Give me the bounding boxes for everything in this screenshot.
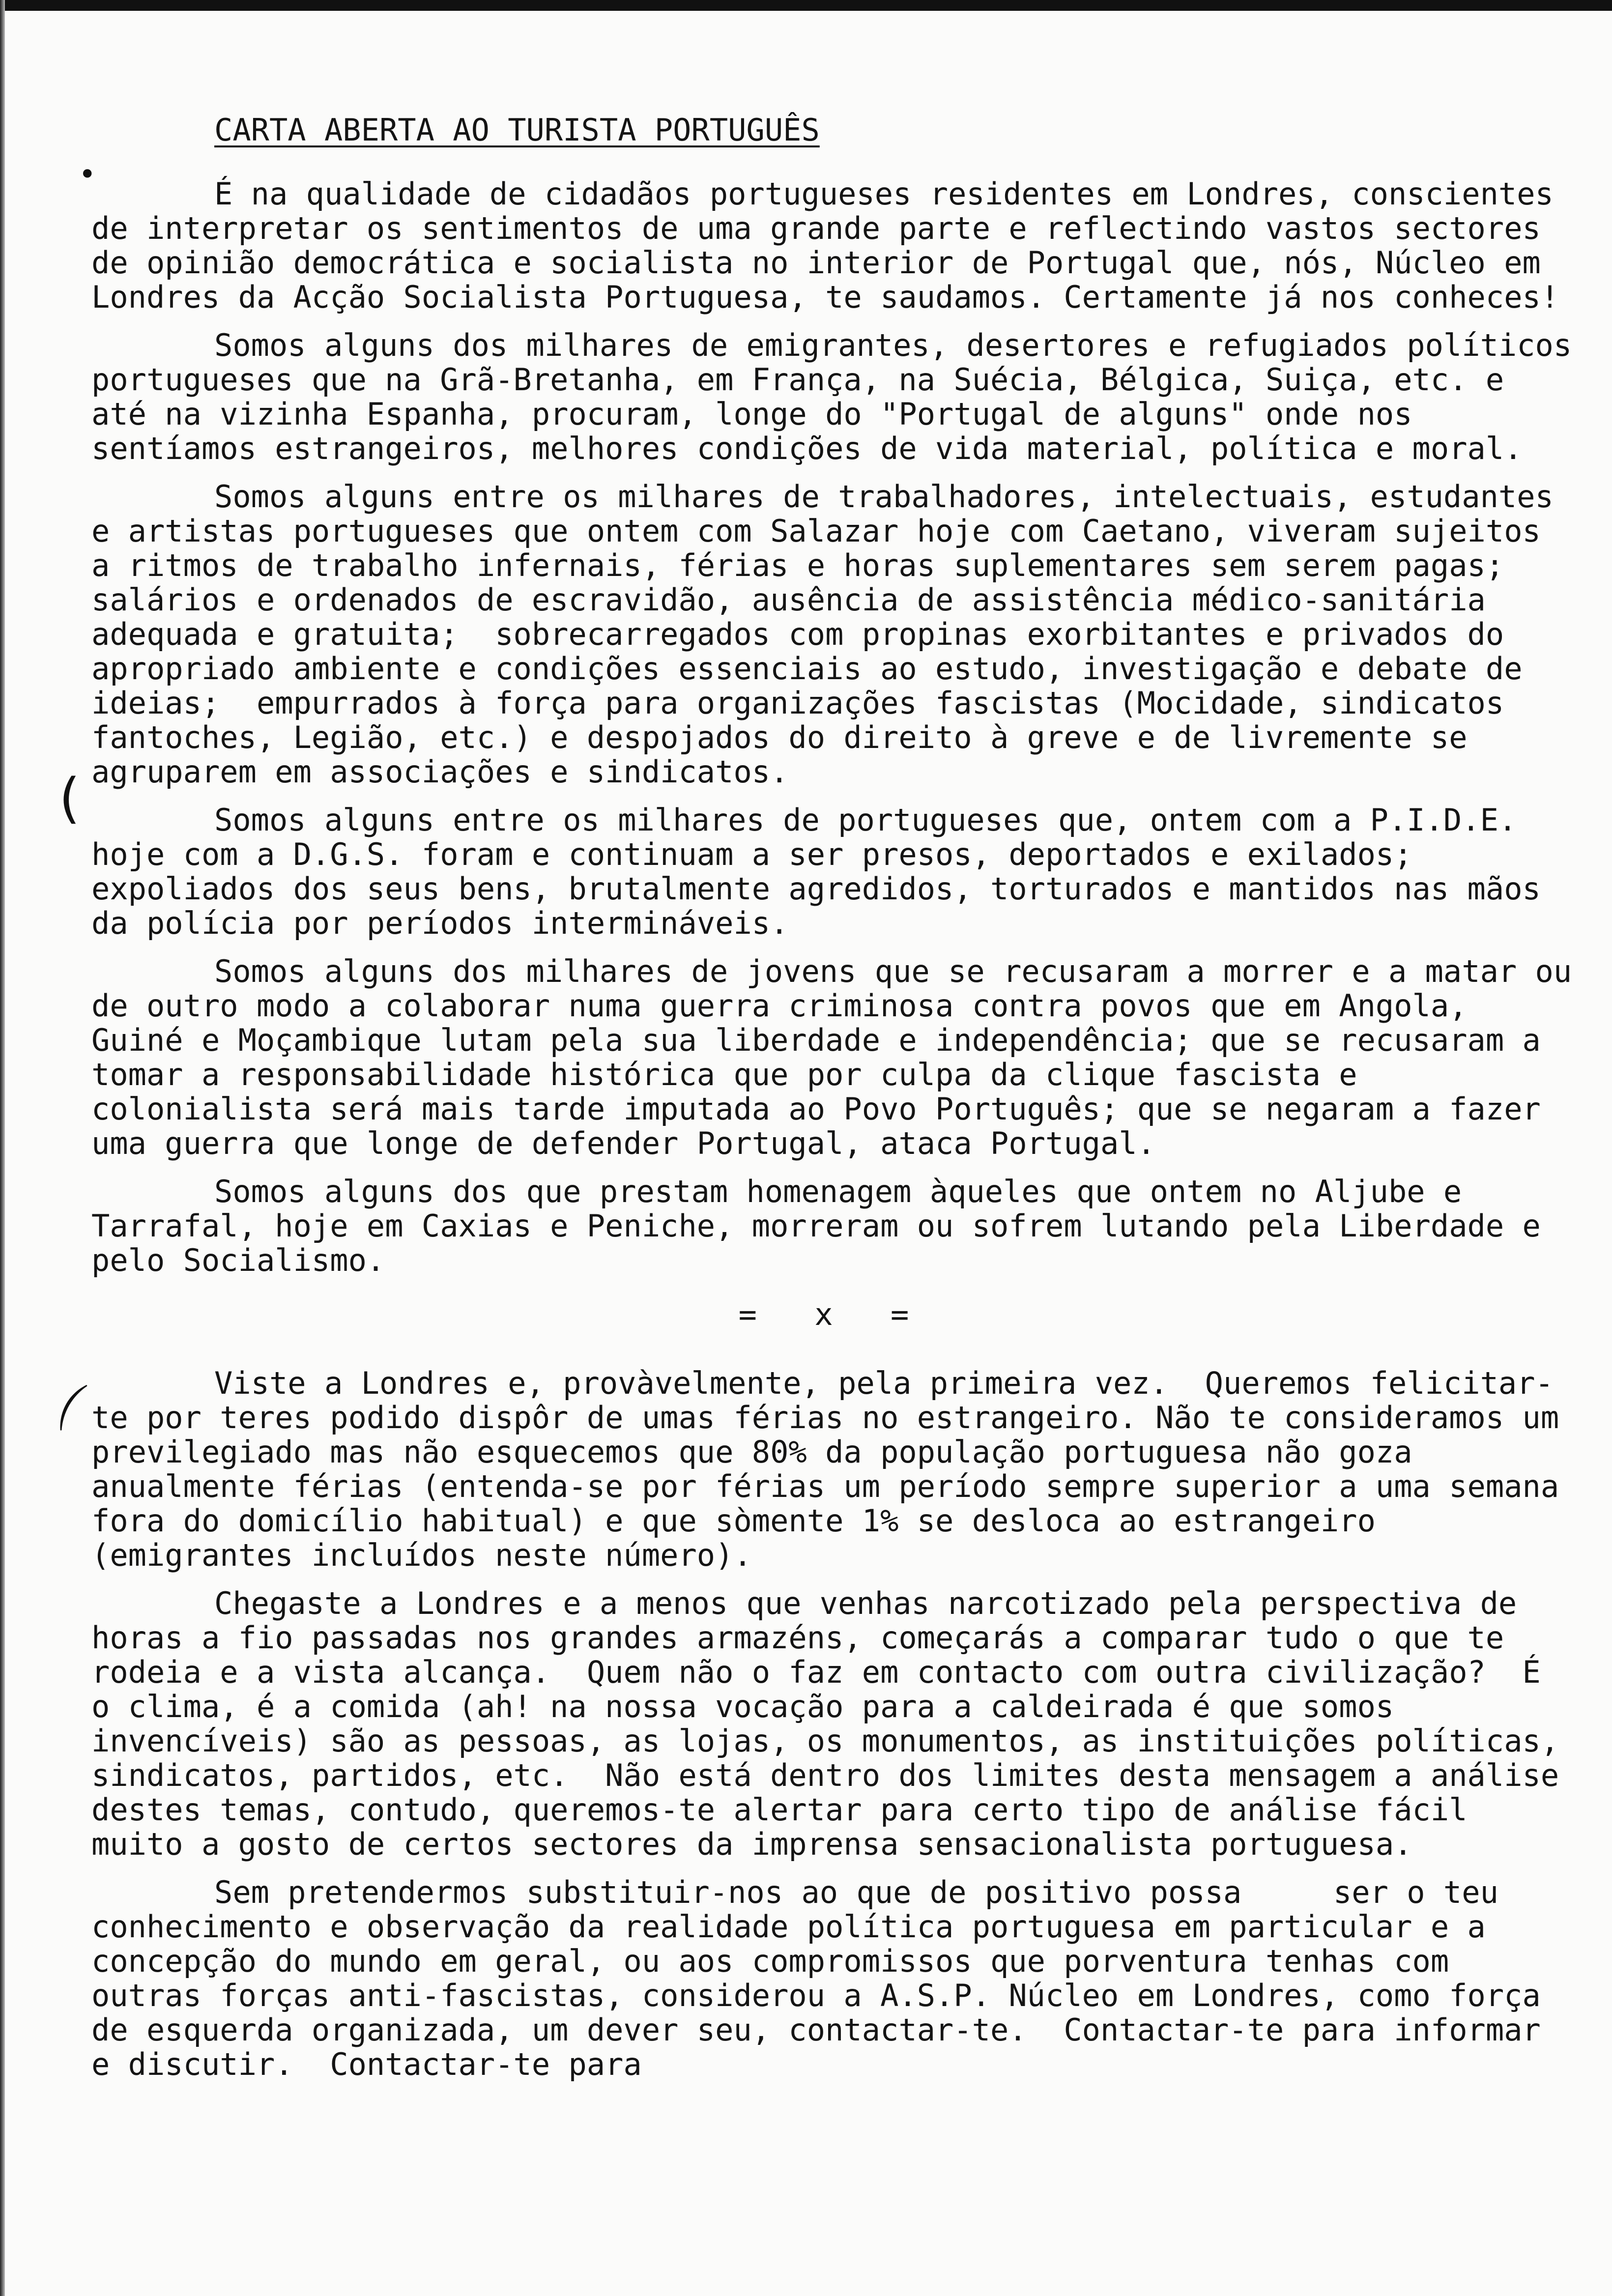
paragraph: Sem pretendermos substituir-nos ao que de positivo possa ser o teu conhecimento e observação da realidade política portuguesa em particular e a concepção do mundo em geral, ou aos compromissos que porventura tenhas com outras forças anti-fascistas, considerou a A.S.P. Núcleo em Londres, como força de esquerda organizada, um dever seu, contactar-te. Contactar-te para informar e discutir. Contactar-te para: [91, 1874, 1559, 2082]
paragraph: É na qualidade de cidadãos portugueses residentes em Londres, conscientes de interpretar os sentimentos de uma grande parte e reflectindo vastos sectores de opinião democrática e socialista no interior de Portugal que, nós, Núcleo em Londres da Acção Socialista Portuguesa, te saudamos. Certamente já nos conheces!: [91, 176, 1572, 315]
paragraph: Somos alguns entre os milhares de trabalhadores, intelectuais, estudantes e artistas portugueses que ontem com Salazar hoje com Caetano, viveram sujeitos a ritmos de trabalho infernais, férias e horas suplementares sem serem pagas; salários e ordenados de escravidão, ausência de assistência médico-sanitária adequada e gratuita; sobrecarregados com propinas exorbitantes e privados do apropriado ambiente e condições essenciais ao estudo, investigação e debate de ideias; empurrados à força para organizações fascistas (Mocidade, sindicatos fantoches, Legião, etc.) e despojados do direito à greve e de livremente se agruparem em associações e sindicatos.: [91, 479, 1572, 790]
paragraph: Chegaste a Londres e a menos que venhas narcotizado pela perspectiva de horas a fio passadas nos grandes armazéns, começarás a comparar tudo o que te rodeia e a vista alcança. Quem não o faz em contacto com outra civilização? É o clima, é a comida (ah! na nossa vocação para a caldeirada é que somos invencíveis) são as pessoas, as lojas, os monumentos, as instituições políticas, sindicatos, partidos, etc. Não está dentro dos limites desta mensagem a análise destes temas, contudo, queremos-te alertar para certo tipo de análise fácil muito a gosto de certos sectores da imprensa sensacionalista portuguesa.: [91, 1585, 1578, 1862]
margin-mark-dot: •: [79, 157, 96, 192]
letter-body: [91, 98, 1590, 2095]
paragraph: Somos alguns dos milhares de jovens que se recusaram a morrer e a matar ou de outro modo a colaborar numa guerra criminosa contra povos que em Angola, Guiné e Moçambique lutam pela sua liberdade e independência; que se recusaram a tomar a responsabilidade histórica que por culpa da clique fascista e colonialista será mais tarde imputada ao Povo Português; que se negaram a fazer uma guerra que longe de defender Portugal, ataca Portugal.: [91, 953, 1590, 1161]
section-separator: = x =: [738, 1296, 929, 1332]
paragraph: Somos alguns entre os milhares de portugueses que, ontem com a P.I.D.E. hoje com a D.G.S. foram e continuam a ser presos, deportados e exilados; expoliados dos seus bens, brutalmente agredidos, torturados e mantidos nas mãos da polícia por períodos intermináveis.: [91, 802, 1559, 941]
margin-mark-bracket-bottom: ⌒: [49, 1378, 131, 1457]
paragraph: Somos alguns dos milhares de emigrantes, desertores e refugiados políticos portugueses que na Grã-Bretanha, em França, na Suécia, Bélgica, Suiça, etc. e até na vizinha Espanha, procuram, longe do "Portugal de alguns" onde nos sentíamos estrangeiros, melhores condições de vida material, política e moral.: [91, 327, 1590, 466]
paragraph: Somos alguns dos que prestam homenagem àqueles que ontem no Aljube e Tarrafal, hoje em Caxias e Peniche, morreram ou sofrem lutando pela Liberdade e pelo Socialismo.: [91, 1174, 1559, 1278]
margin-mark-bracket-top: (: [59, 767, 80, 830]
scan-top-edge: [0, 0, 1612, 11]
paragraph: Viste a Londres e, provàvelmente, pela primeira vez. Queremos felicitar-te por teres podido dispôr de umas férias no estrangeiro. Não te consideramos um previlegiado mas não esquecemos que 80% da população portuguesa não goza anualmente férias (entenda-se por férias um período sempre superior a uma semana fora do domicílio habitual) e que sòmente 1% se desloca ao estrangeiro (emigrantes incluídos neste número).: [91, 1365, 1578, 1573]
letter-title: CARTA ABERTA AO TURISTA PORTUGUÊS: [214, 112, 820, 148]
scan-left-edge: [0, 0, 5, 2296]
